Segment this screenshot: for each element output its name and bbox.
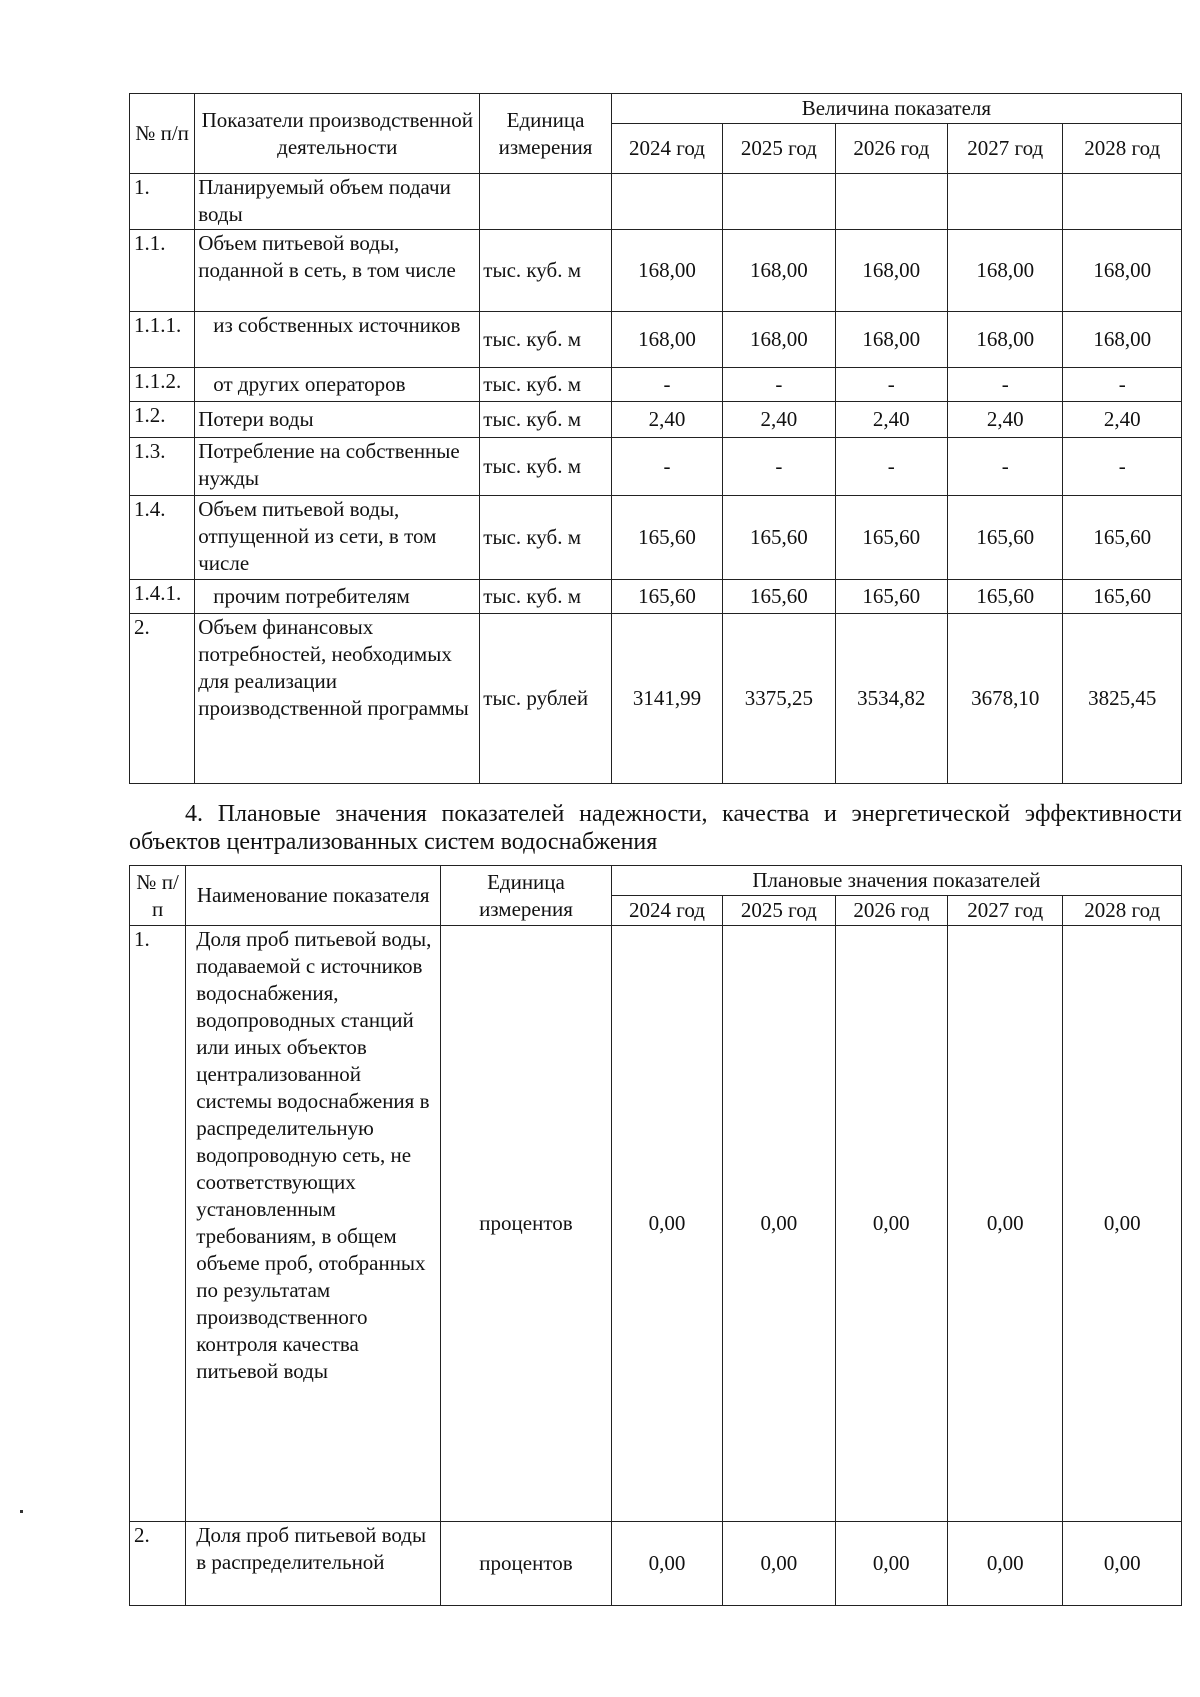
table-row — [130, 174, 1182, 230]
row-value: 0,00 — [948, 1522, 1063, 1606]
row-unit: тыс. куб. м — [480, 438, 611, 496]
row-value: - — [723, 438, 835, 496]
row-indicator-name: Доля проб питьевой воды, подаваемой с источников водоснабжения, водопроводных станций или иных объектов централизованной системы водоснабжения в распределительную водопроводную сеть, не соответствующих установленным требованиям, в общем объеме проб, отобранных по результатам производственного контроля качества питьевой воды — [186, 926, 441, 1522]
column-header-year: 2028 год — [1063, 896, 1182, 926]
table-row — [130, 230, 1182, 312]
row-number: 1.4.1. — [130, 580, 195, 614]
table-row — [130, 1522, 1182, 1606]
row-value: 165,60 — [835, 496, 947, 580]
row-indicator-name: из собственных источников — [195, 312, 480, 368]
row-number: 1.4. — [130, 496, 195, 580]
row-unit: тыс. куб. м — [480, 402, 611, 438]
row-value: 165,60 — [835, 580, 947, 614]
column-header-number: № п/п — [130, 866, 186, 926]
row-value: 165,60 — [611, 496, 722, 580]
row-number: 1.1. — [130, 230, 195, 312]
row-value: 2,40 — [723, 402, 835, 438]
table-row — [130, 614, 1182, 784]
table-row — [130, 496, 1182, 580]
table-row — [130, 368, 1182, 402]
row-number: 1. — [130, 174, 195, 230]
column-group-header-values: Плановые значения показателей — [611, 866, 1181, 896]
row-value: - — [1063, 438, 1182, 496]
table-row — [130, 438, 1182, 496]
row-value: 3141,99 — [611, 614, 722, 784]
column-header-year: 2025 год — [723, 896, 835, 926]
row-indicator-name: Потребление на собственные нужды — [195, 438, 480, 496]
row-value: 165,60 — [611, 580, 722, 614]
row-value: 165,60 — [948, 496, 1063, 580]
row-value: 0,00 — [611, 926, 722, 1522]
row-unit: тыс. куб. м — [480, 230, 611, 312]
row-value — [835, 174, 947, 230]
row-value: 0,00 — [611, 1522, 722, 1606]
row-value: 168,00 — [835, 312, 947, 368]
row-value: 168,00 — [611, 312, 722, 368]
column-header-year: 2027 год — [948, 896, 1063, 926]
row-value: 165,60 — [723, 580, 835, 614]
row-indicator-name: Потери воды — [195, 402, 480, 438]
column-header-year: 2027 год — [948, 124, 1063, 174]
row-value: 2,40 — [611, 402, 722, 438]
row-value — [1063, 174, 1182, 230]
row-number: 1.1.2. — [130, 368, 195, 402]
row-number: 1.1.1. — [130, 312, 195, 368]
column-header-number: № п/п — [130, 94, 195, 174]
row-value: 0,00 — [1063, 926, 1182, 1522]
row-value: 168,00 — [1063, 312, 1182, 368]
row-unit: тыс. куб. м — [480, 496, 611, 580]
row-value: 0,00 — [835, 1522, 947, 1606]
row-indicator-name: Объем питьевой воды, отпущенной из сети, в том числе — [195, 496, 480, 580]
column-group-header-values: Величина показателя — [611, 94, 1181, 124]
column-header-year: 2025 год — [723, 124, 835, 174]
row-value: 168,00 — [723, 230, 835, 312]
column-header-indicator: Показатели производственной деятельности — [195, 94, 480, 174]
table-row — [130, 926, 1182, 1522]
row-indicator-name: Объем финансовых потребностей, необходимых для реализации производственной программы — [195, 614, 480, 784]
row-number: 2. — [130, 1522, 186, 1606]
section-4-heading — [129, 800, 1182, 856]
row-value: 168,00 — [948, 230, 1063, 312]
row-value: 168,00 — [948, 312, 1063, 368]
production-indicators-table — [129, 93, 1182, 784]
row-value — [611, 174, 722, 230]
row-value: 165,60 — [723, 496, 835, 580]
row-value: 0,00 — [1063, 1522, 1182, 1606]
row-number: 1.2. — [130, 402, 195, 438]
row-value: 168,00 — [723, 312, 835, 368]
row-value: 165,60 — [948, 580, 1063, 614]
reliability-indicators-table — [129, 865, 1182, 1606]
table-row — [130, 312, 1182, 368]
row-value: - — [835, 368, 947, 402]
column-header-unit: Единица измерения — [441, 866, 612, 926]
section-4-heading-text: 4. Плановые значения показателей надежности, качества и энергетической эффективности объектов централизованных систем водоснабжения — [129, 801, 1182, 855]
row-number: 1.3. — [130, 438, 195, 496]
row-value: 165,60 — [1063, 496, 1182, 580]
row-indicator-name: от других операторов — [195, 368, 480, 402]
row-unit: процентов — [441, 926, 612, 1522]
row-value: 165,60 — [1063, 580, 1182, 614]
row-value: 2,40 — [835, 402, 947, 438]
row-value: 3825,45 — [1063, 614, 1182, 784]
column-header-year: 2026 год — [835, 896, 947, 926]
row-unit: тыс. куб. м — [480, 368, 611, 402]
row-indicator-name: прочим потребителям — [195, 580, 480, 614]
row-value: - — [611, 368, 722, 402]
row-value: 0,00 — [723, 1522, 835, 1606]
column-header-year: 2026 год — [835, 124, 947, 174]
row-value: - — [948, 368, 1063, 402]
row-indicator-name: Объем питьевой воды, поданной в сеть, в том числе — [195, 230, 480, 312]
table-row — [130, 580, 1182, 614]
row-value: 2,40 — [948, 402, 1063, 438]
row-value: 0,00 — [723, 926, 835, 1522]
row-value: 168,00 — [1063, 230, 1182, 312]
column-header-indicator: Наименование показателя — [186, 866, 441, 926]
row-value: - — [611, 438, 722, 496]
row-value: - — [723, 368, 835, 402]
row-value: - — [1063, 368, 1182, 402]
row-value: 2,40 — [1063, 402, 1182, 438]
row-value: 0,00 — [835, 926, 947, 1522]
table-row — [130, 402, 1182, 438]
row-indicator-name: Планируемый объем подачи воды — [195, 174, 480, 230]
row-value: 3678,10 — [948, 614, 1063, 784]
row-value: 168,00 — [611, 230, 722, 312]
row-value: 3375,25 — [723, 614, 835, 784]
row-value: - — [948, 438, 1063, 496]
row-value: - — [835, 438, 947, 496]
row-value: 0,00 — [948, 926, 1063, 1522]
column-header-year: 2028 год — [1063, 124, 1182, 174]
row-unit: тыс. куб. м — [480, 312, 611, 368]
column-header-unit: Единица измерения — [480, 94, 611, 174]
row-value — [948, 174, 1063, 230]
column-header-year: 2024 год — [611, 124, 722, 174]
row-unit: тыс. рублей — [480, 614, 611, 784]
row-unit — [480, 174, 611, 230]
row-value — [723, 174, 835, 230]
row-number: 1. — [130, 926, 186, 1522]
scan-speck — [20, 1510, 23, 1513]
row-indicator-name: Доля проб питьевой воды в распределительной — [186, 1522, 441, 1606]
row-value: 168,00 — [835, 230, 947, 312]
column-header-year: 2024 год — [611, 896, 722, 926]
row-value: 3534,82 — [835, 614, 947, 784]
row-number: 2. — [130, 614, 195, 784]
row-unit: тыс. куб. м — [480, 580, 611, 614]
row-unit: процентов — [441, 1522, 612, 1606]
